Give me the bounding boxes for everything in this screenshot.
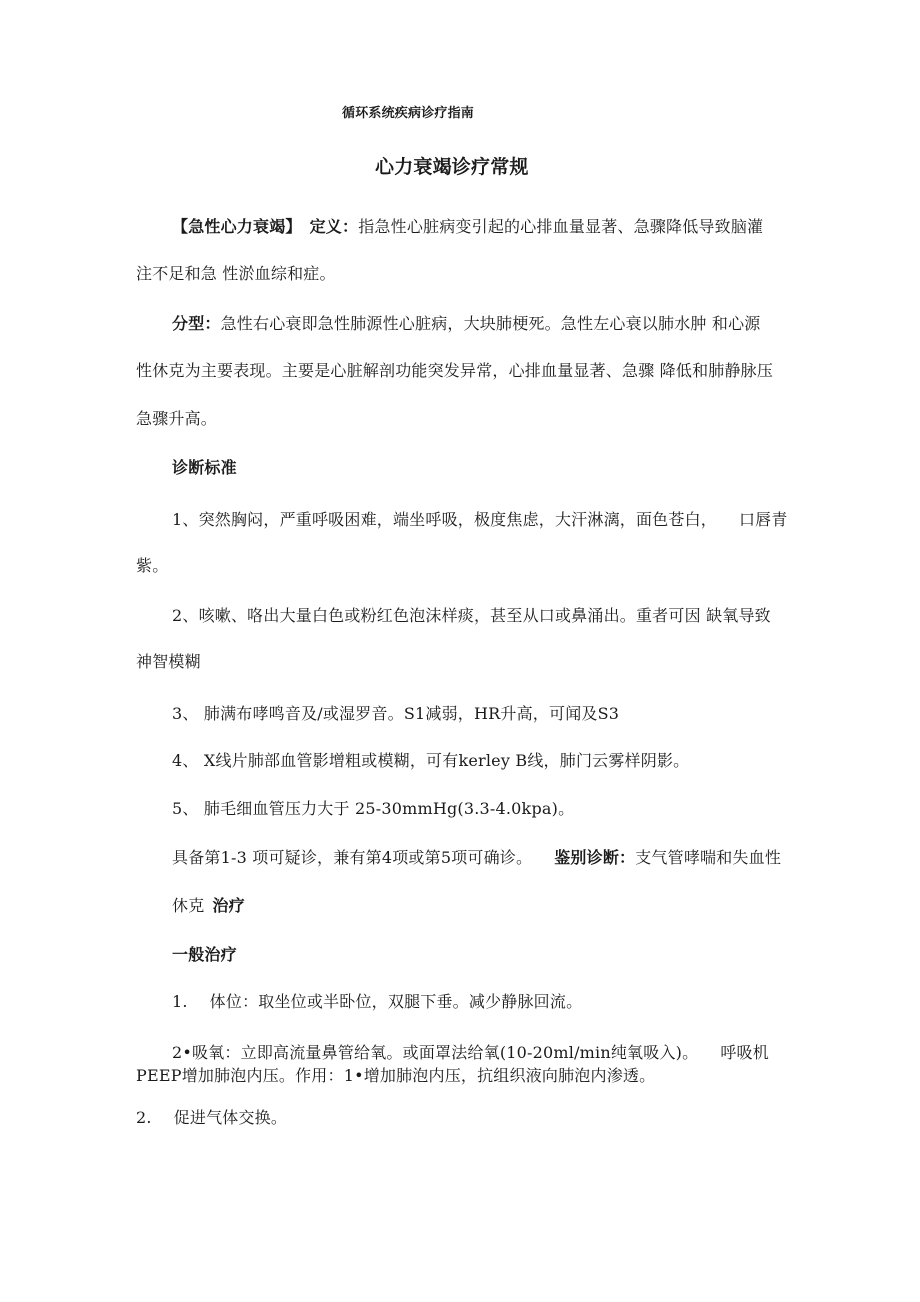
diagnosis-item-5: 5、 肺毛细血管压力大于 25-30mmHg(3.3-4.0kpa)。 (172, 799, 575, 818)
treatment-item-3 (136, 1108, 287, 1128)
treatment-item-3-number: 2. (136, 1108, 152, 1127)
diagnosis-item-2-line-2: 神智模糊 (136, 652, 201, 671)
definition-text: 指急性心脏病变引起的心排血量显著、急骤降低导致脑灌 (358, 217, 764, 236)
diagnosis-item-1-text: 1、突然胸闷，严重呼吸困难，端坐呼吸，极度焦虑，大汗淋漓，面色苍白， (172, 510, 717, 529)
diagnosis-heading: 诊断标准 (172, 458, 237, 477)
diagnosis-item-1-line-2: 紫。 (136, 556, 169, 575)
definition-label: 定义： (309, 217, 359, 236)
acute-definition-line-1 (172, 217, 763, 237)
acute-heading: 【急性心力衰竭】 (172, 217, 302, 236)
differential-text: 支气管哮喘和失血性 (635, 848, 782, 867)
page-title: 心力衰竭诊疗常规 (375, 156, 529, 178)
classification-line-3: 急骤升高。 (136, 409, 218, 428)
differential-label: 鉴别诊断： (554, 848, 636, 867)
treatment-item-1-number: 1. (172, 992, 188, 1011)
document-header: 循环系统疾病诊疗指南 (342, 106, 475, 121)
treatment-item-3-text: 促进气体交换。 (173, 1108, 288, 1127)
treatment-item-2-text: 2•吸氧：立即高流量鼻管给氧。或面罩法给氧(10-20ml/min纯氧吸入)。 (172, 1043, 699, 1062)
diagnosis-item-4: 4、 X线片肺部血管影增粗或模糊，可有kerley B线，肺门云雾样阴影。 (172, 751, 690, 770)
diagnosis-item-1-tail: 口唇青 (738, 510, 788, 529)
diagnosis-item-2-line-1: 2、咳嗽、咯出大量白色或粉红色泡沫样痰，甚至从口或鼻涌出。重者可因 缺氧导致 (172, 606, 771, 625)
treatment-item-2-tail: 呼吸机 (720, 1043, 769, 1062)
treatment-item-2-line-1 (172, 1043, 769, 1063)
differential-text-2: 休克 (172, 896, 205, 915)
treatment-label: 治疗 (212, 896, 245, 915)
treatment-item-2-line-2: PEEP增加肺泡内压。作用：1•增加肺泡内压，抗组织液向肺泡内渗透。 (136, 1066, 656, 1085)
treatment-item-1 (172, 992, 582, 1012)
classification-line-1 (172, 314, 761, 334)
classification-label: 分型： (172, 314, 221, 333)
treatment-item-1-text: 体位：取坐位或半卧位，双腿下垂。减少静脉回流。 (209, 992, 583, 1011)
diagnosis-summary: 具备第1-3 项可疑诊，兼有第4项或第5项可确诊。 (172, 848, 533, 867)
diagnosis-item-3: 3、 肺满布哮鸣音及/或湿罗音。S1减弱，HR升高，可闻及S3 (172, 704, 620, 723)
acute-definition-line-2: 注不足和急 性淤血综和症。 (136, 264, 336, 283)
diagnosis-item-1-line-1 (172, 510, 788, 530)
diagnosis-summary-line (172, 848, 781, 868)
classification-line-2: 性休克为主要表现。主要是心脏解剖功能突发异常，心排血量显著、急骤 降低和肺静脉压 (136, 361, 774, 380)
differential-line-2 (172, 896, 245, 916)
general-treatment-heading: 一般治疗 (172, 945, 237, 964)
classification-text: 急性右心衰即急性肺源性心脏病，大块肺梗死。急性左心衰以肺水肿 和心源 (220, 314, 761, 333)
